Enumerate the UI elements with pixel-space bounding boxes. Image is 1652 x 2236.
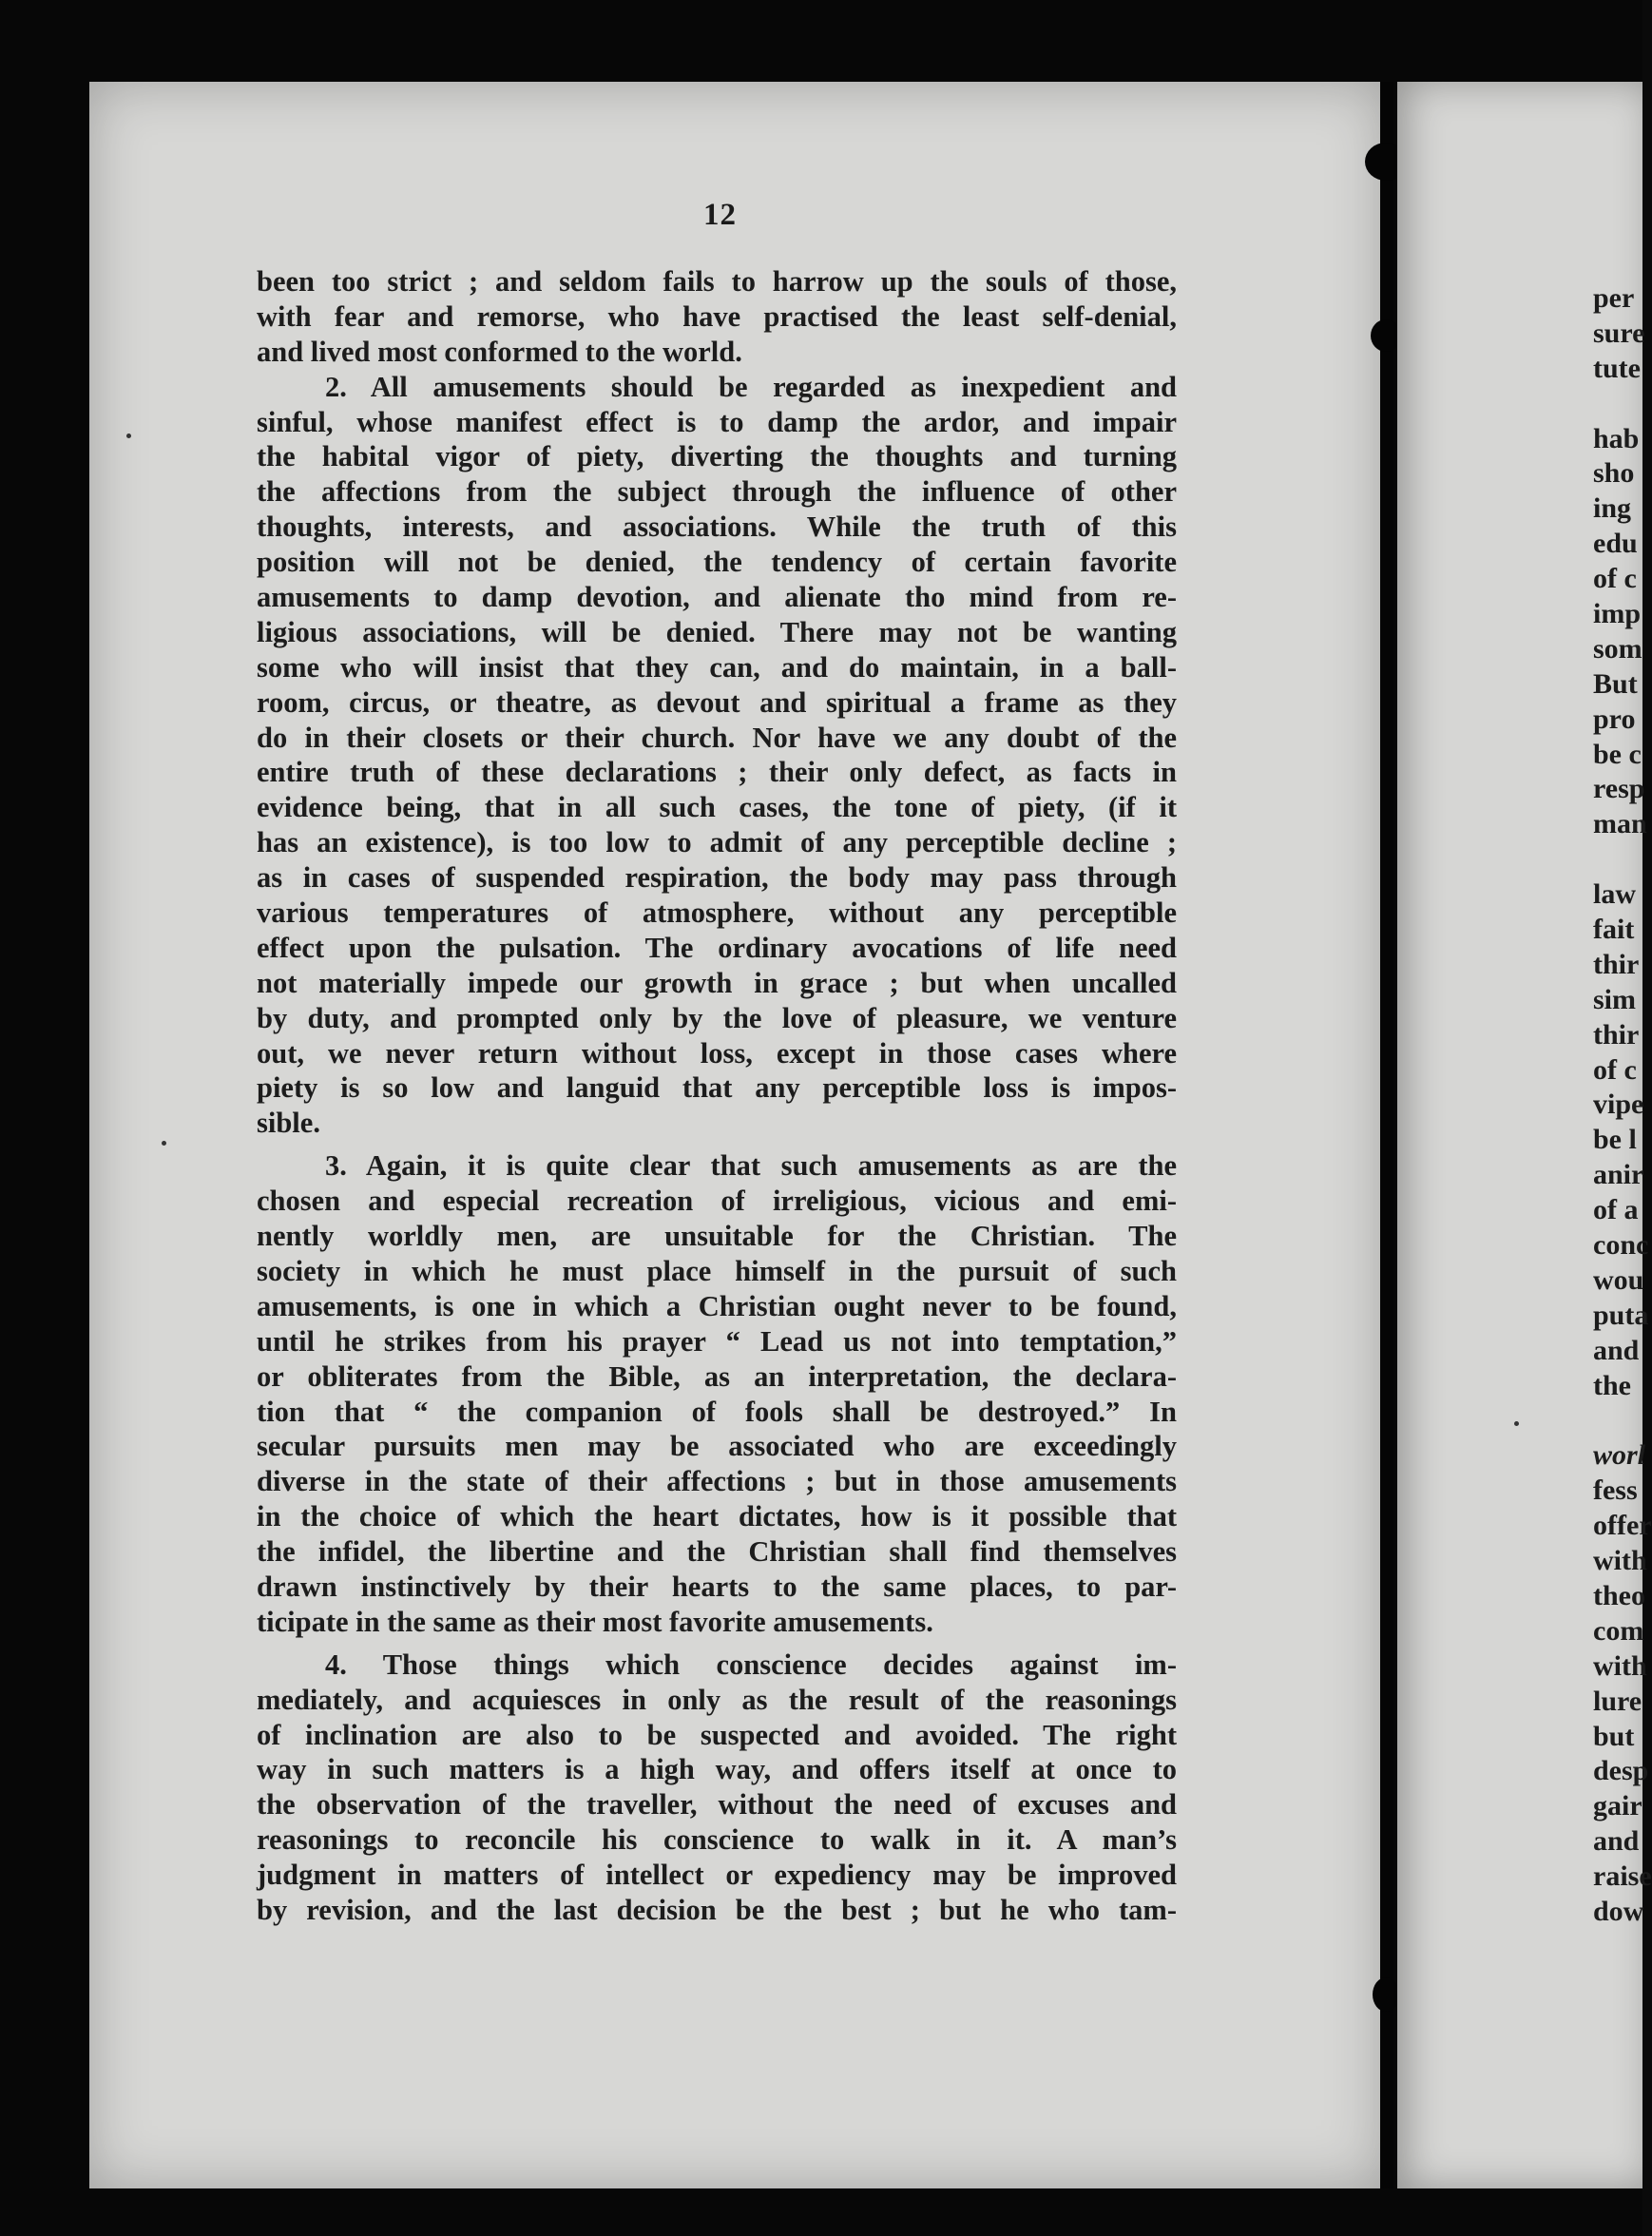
text-line: diverse in the state of their affections ; but in those amusements [257,1465,1177,1498]
text-line: the observation of the traveller, without the need of excuses and [257,1788,1177,1822]
fragment-line: be c [1593,738,1642,770]
fragment-line: anir [1593,1159,1644,1191]
text-line: sible. [257,1107,320,1140]
fragment-line: sim [1593,983,1636,1015]
fragment-line [1593,387,1650,422]
text-line: room, circus, or theatre, as devout and spiritual a frame as they [257,685,1177,719]
text-line: effect upon the pulsation. The ordinary avocations of life need [257,931,1177,964]
text-line: 2. All amusements should be regarded as inexpedient and [325,370,1177,403]
text-line: society in which he must place himself in the pursuit of such [257,1254,1177,1287]
text-line: reasonings to reconcile his conscience to walk in it. A man’s [257,1823,1177,1857]
text-line: mediately, and acquiesces in only as the result of the reasonings [257,1683,1177,1716]
fragment-line: worl [1593,1439,1646,1472]
text-line: way in such matters is a high way, and offers itself at once to [257,1753,1177,1786]
fragment-line: edu [1593,528,1638,560]
fragment-line: but [1593,1720,1635,1752]
text-line: the habital vigor of piety, diverting the thoughts and turning [257,440,1177,473]
fragment-line: But [1593,667,1638,700]
text-line: in the choice of which the heart dictates, how is it possible that [257,1500,1177,1533]
fragment-line: per [1593,282,1635,314]
fragment-line: with [1593,1545,1647,1577]
fragment-line: and [1593,1334,1640,1366]
paper-speck [1514,1421,1519,1426]
text-line: out, we never return without loss, except in those cases where [257,1036,1177,1070]
fragment-line: vipe [1593,1089,1644,1121]
paragraph [257,1148,1177,1639]
text-line: with fear and remorse, who have practised the least self-denial, [257,299,1177,333]
page-number: 12 [703,198,737,232]
fragment-line: raise [1593,1860,1652,1893]
text-line: do in their closets or their church. Nor have we any doubt of the [257,721,1177,754]
text-line: entire truth of these declarations ; their only defect, as facts in [257,756,1177,789]
fragment-line: sho [1593,457,1635,490]
text-line: chosen and especial recreation of irreligious, vicious and emi- [257,1185,1177,1218]
fragment-line [1593,1404,1650,1439]
text-line: judgment in matters of intellect or expediency may be improved [257,1859,1177,1892]
fragment-line: thir [1593,1018,1640,1051]
body-text [257,264,1177,1928]
text-line: the infidel, the libertine and the Christian shall find themselves [257,1535,1177,1569]
fragment-line: wou [1593,1263,1644,1296]
text-line: ligious associations, will be denied. There may not be wanting [257,615,1177,648]
fragment-line: lure [1593,1685,1642,1717]
text-line: position will not be denied, the tendency of certain favorite [257,546,1177,579]
text-line: has an existence), is too low to admit of any perceptible decline ; [257,826,1177,859]
fragment-line: theo [1593,1579,1645,1611]
text-line: as in cases of suspended respiration, the body may pass through [257,861,1177,895]
text-line: amusements, is one in which a Christian ought never to be found, [257,1289,1177,1322]
fragment-line: the [1593,1369,1631,1401]
text-line: until he strikes from his prayer “ Lead us not into temptation,” [257,1324,1177,1358]
fragment-line: of c [1593,563,1637,595]
fragment-line: puta [1593,1299,1649,1331]
binding-blob [1373,1977,1399,2012]
fragment-line: man [1593,808,1647,840]
text-line: drawn instinctively by their hearts to the same places, to par- [257,1570,1177,1603]
text-line: piety is so low and languid that any perceptible loss is impos- [257,1071,1177,1105]
text-line: and lived most conformed to the world. [257,335,742,368]
text-line: ticipate in the same as their most favorite amusements. [257,1605,933,1638]
fragment-line: imp [1593,598,1642,630]
text-line: of inclination are also to be suspected and avoided. The right [257,1718,1177,1751]
text-line: tion that “ the companion of fools shall be destroyed.” In [257,1395,1177,1428]
paper-speck [126,434,131,438]
text-line: various temperatures of atmosphere, without any perceptible [257,896,1177,930]
text-line: 4. Those things which conscience decides against im- [325,1648,1177,1681]
text-line: evidence being, that in all such cases, the tone of piety, (if it [257,791,1177,824]
text-line: thoughts, interests, and associations. While the truth of this [257,511,1177,544]
text-line: by duty, and prompted only by the love of pleasure, we venture [257,1001,1177,1034]
text-line: the affections from the subject through the influence of other [257,475,1177,509]
paragraph [257,264,1177,370]
fragment-line: sure [1593,317,1645,349]
fragment-line: thir [1593,948,1640,980]
fragment-line: and [1593,1825,1640,1858]
fragment-line: fait [1593,914,1635,946]
fragment-line: with [1593,1649,1647,1682]
paragraph [257,1648,1177,1928]
fragment-line: som [1593,632,1642,665]
text-line: been too strict ; and seldom fails to harrow up the souls of those, [257,265,1177,298]
fragment-line: tute [1593,352,1641,384]
text-line: secular pursuits men may be associated who are exceedingly [257,1430,1177,1463]
fragment-line: resp [1593,773,1645,805]
fragment-line: hab [1593,422,1640,454]
text-line: 3. Again, it is quite clear that such amusements as are the [325,1149,1177,1183]
fragment-line: desp [1593,1755,1649,1787]
fragment-line: ing [1593,492,1632,525]
book-gutter [1380,82,1393,2188]
fragment-line: gair [1593,1790,1642,1822]
fragment-line [1593,842,1650,877]
text-line: some who will insist that they can, and do maintain, in a ball- [257,650,1177,684]
paper-speck [162,1141,166,1146]
fragment-line: offer [1593,1510,1652,1542]
fragment-line: law [1593,878,1636,911]
fragment-line: fess [1593,1475,1638,1507]
fragment-line: be l [1593,1124,1637,1156]
text-line: by revision, and the last decision be the best ; but he who tam- [257,1893,1177,1926]
fragment-line: conc [1593,1229,1649,1262]
paragraph [257,370,1177,1142]
text-line: or obliterates from the Bible, as an interpretation, the declara- [257,1359,1177,1393]
fragment-line: dow [1593,1895,1644,1927]
fragment-line: com [1593,1614,1644,1647]
fragment-line: of a [1593,1194,1639,1226]
text-line: nently worldly men, are unsuitable for the Christian. The [257,1220,1177,1253]
text-line: sinful, whose manifest effect is to damp the ardor, and impair [257,405,1177,438]
fragment-line: of c [1593,1053,1637,1086]
facing-page-text-fragment [1593,281,1650,1930]
fragment-line: pro [1593,703,1636,735]
text-line: amusements to damp devotion, and alienate tho mind from re- [257,581,1177,614]
text-line: not materially impede our growth in grace ; but when uncalled [257,966,1177,999]
